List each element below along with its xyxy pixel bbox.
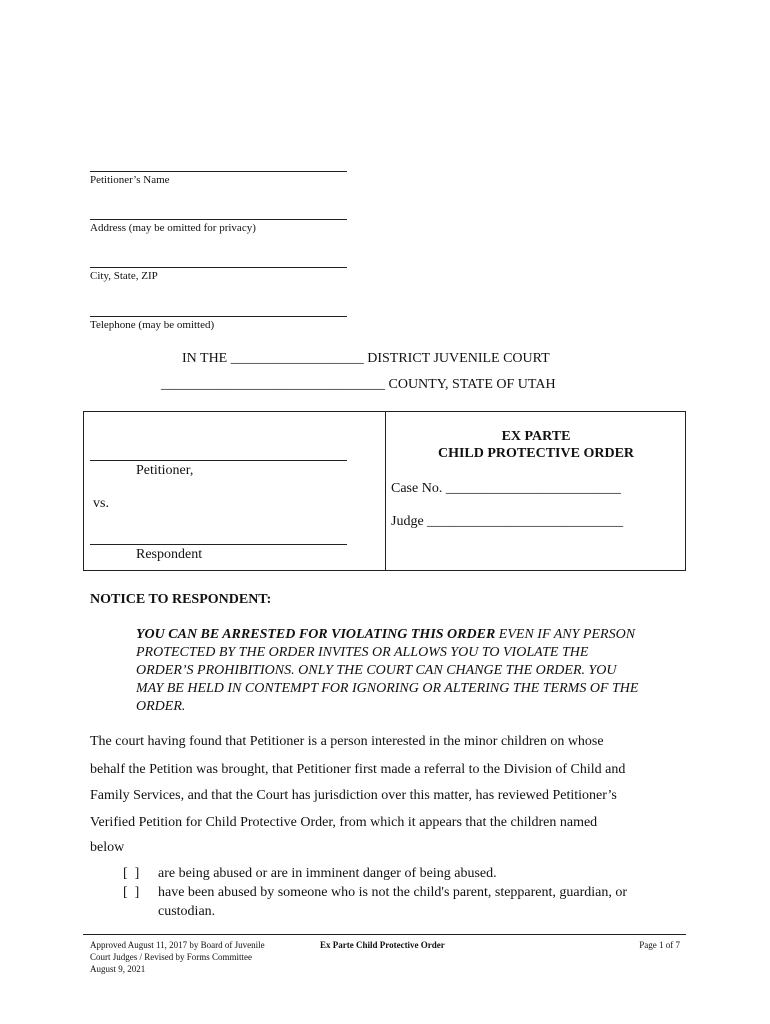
order-title-line-1: EX PARTE xyxy=(501,429,571,444)
telephone-label: Telephone (may be omitted) xyxy=(90,319,215,331)
court-suffix: DISTRICT JUVENILE COURT xyxy=(367,351,550,366)
address-line[interactable] xyxy=(90,219,347,220)
district-blank[interactable]: ___________________ xyxy=(230,351,364,366)
body-line-2: behalf the Petition was brought, that Petitioner first made a referral to the Division of Child and xyxy=(90,762,626,777)
option-1-text: are being abused or are in imminent danger of being abused. xyxy=(158,866,497,881)
court-line-1 xyxy=(182,351,550,367)
body-line-4: Verified Petition for Child Protective Order, from which it appears that the children named xyxy=(90,815,598,830)
warning-line-4: MAY BE HELD IN CONTEMPT FOR IGNORING OR ALTERING THE TERMS OF THE xyxy=(136,681,639,696)
city-state-zip-line[interactable] xyxy=(90,267,347,268)
warning-bold-text: YOU CAN BE ARRESTED FOR VIOLATING THIS ORDER xyxy=(136,627,496,642)
footer-left-line-3: August 9, 2021 xyxy=(90,964,146,974)
telephone-line[interactable] xyxy=(90,316,347,317)
judge-field[interactable]: Judge ____________________________ xyxy=(391,514,624,529)
respondent-caption-line[interactable] xyxy=(90,544,347,545)
body-line-3: Family Services, and that the Court has jurisdiction over this matter, has reviewed Petitioner’s xyxy=(90,788,617,803)
petitioner-caption-label: Petitioner, xyxy=(136,463,194,478)
body-line-1: The court having found that Petitioner is a person interested in the minor children on whose xyxy=(90,734,604,749)
address-label: Address (may be omitted for privacy) xyxy=(90,222,256,234)
court-line-2 xyxy=(161,377,556,393)
body-line-5: below xyxy=(90,840,125,855)
case-number-field[interactable]: Case No. _________________________ xyxy=(391,481,621,496)
court-prefix: IN THE xyxy=(182,351,228,366)
respondent-caption-label: Respondent xyxy=(136,547,203,562)
petitioner-caption-line[interactable] xyxy=(90,460,347,461)
warning-line-1 xyxy=(136,626,638,644)
warning-line-2: PROTECTED BY THE ORDER INVITES OR ALLOWS YOU TO VIOLATE THE xyxy=(136,645,589,660)
footer-page-number: Page 1 of 7 xyxy=(639,940,680,950)
option-2-text-line-1: have been abused by someone who is not the child's parent, stepparent, guardian, or xyxy=(158,885,628,900)
footer-left-line-1: Approved August 11, 2017 by Board of Juvenile xyxy=(90,940,265,950)
petitioner-name-label: Petitioner’s Name xyxy=(90,174,170,186)
county-suffix: COUNTY, STATE OF UTAH xyxy=(388,377,556,392)
county-blank[interactable]: ________________________________ xyxy=(161,377,385,392)
option-2-text-line-2: custodian. xyxy=(158,904,216,919)
checkbox-option-2[interactable]: [ ] xyxy=(123,885,140,900)
warning-line-1-rest: EVEN IF ANY PERSON xyxy=(498,627,636,642)
petitioner-name-line[interactable] xyxy=(90,171,347,172)
notice-heading: NOTICE TO RESPONDENT: xyxy=(90,592,272,607)
footer-rule xyxy=(83,934,686,935)
warning-block xyxy=(136,626,638,716)
city-state-zip-label: City, State, ZIP xyxy=(90,270,158,282)
warning-line-5: ORDER. xyxy=(136,699,186,714)
footer-left xyxy=(90,939,265,975)
footer-center: Ex Parte Child Protective Order xyxy=(320,940,445,950)
vs-label: vs. xyxy=(93,496,109,511)
warning-line-3: ORDER’S PROHIBITIONS. ONLY THE COURT CAN CHANGE THE ORDER. YOU xyxy=(136,663,617,678)
order-title-line-2: CHILD PROTECTIVE ORDER xyxy=(437,446,635,461)
footer-left-line-2: Court Judges / Revised by Forms Committee xyxy=(90,952,252,962)
checkbox-option-1[interactable]: [ ] xyxy=(123,866,140,881)
